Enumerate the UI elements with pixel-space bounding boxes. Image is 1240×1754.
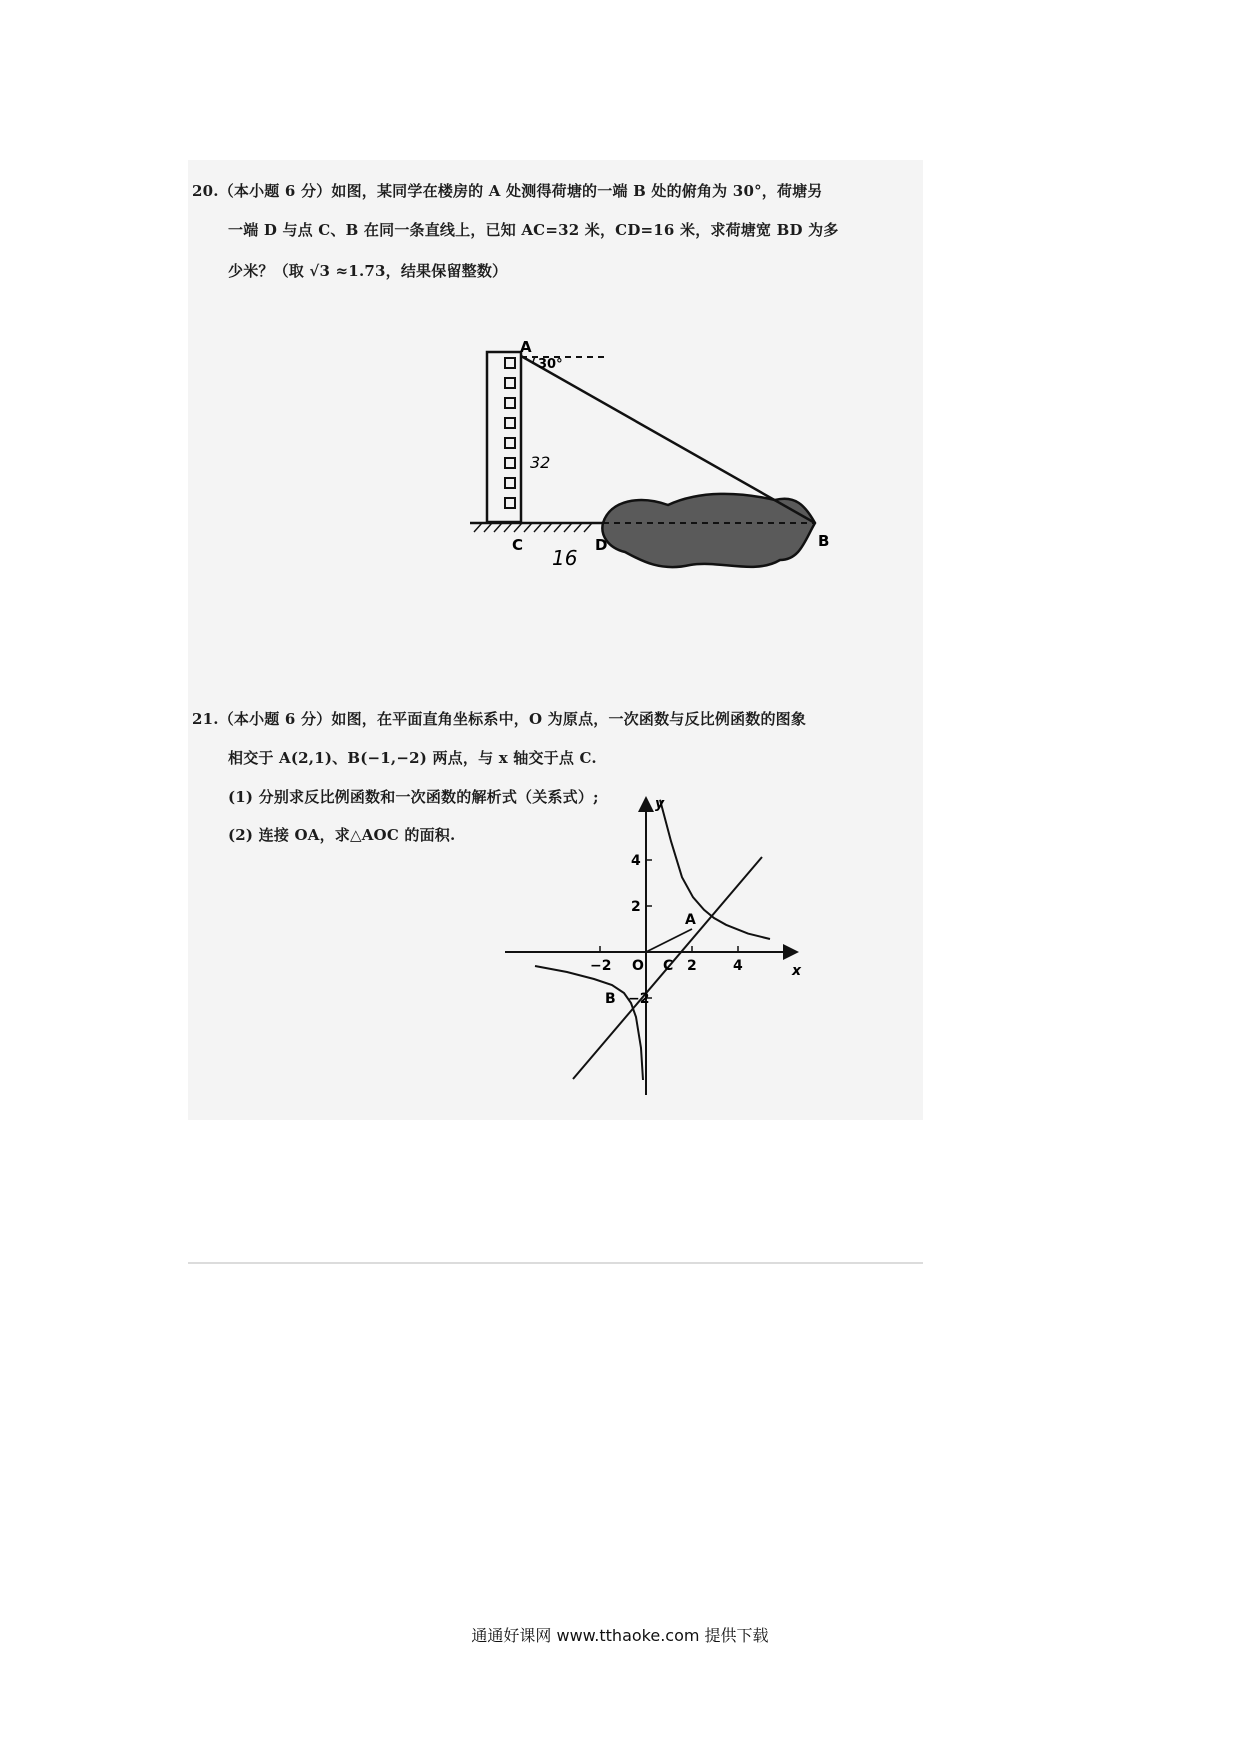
page-divider (188, 1262, 923, 1264)
handwritten-32: 32 (530, 453, 551, 472)
label-d: D (595, 536, 608, 554)
tick-label-y-4: 4 (631, 853, 641, 869)
problem-20-line-2: 一端 D 与点 C、B 在同一条直线上，已知 AC=32 米，CD=16 米，求荷塘宽 BD 为多 (228, 221, 839, 239)
axis-label-x: x (792, 963, 802, 979)
problem-21-line-2: 相交于 A(2,1)、B(−1,−2) 两点，与 x 轴交于点 C. (228, 749, 597, 767)
hyperbola-branch-first-quadrant (660, 800, 770, 939)
point-label-b: B (605, 991, 616, 1007)
tick-marks (600, 860, 738, 998)
footer-credit: 通通好课网 www.tthaoke.com 提供下载 (471, 1626, 769, 1645)
point-label-a: A (685, 912, 696, 928)
tick-label-x-2: 2 (687, 958, 697, 974)
problem-21-part-1: (1) 分别求反比例函数和一次函数的解析式（关系式）; (228, 788, 599, 806)
origin-label: O (632, 958, 644, 974)
tick-label-x-neg2: −2 (590, 958, 612, 974)
handwritten-16: 16 (552, 546, 578, 570)
label-b: B (818, 532, 830, 550)
axis-label-y: y (655, 796, 665, 812)
sight-line-ab (521, 356, 815, 523)
problem-20-line-3: 少米？（取 √3 ≈1.73，结果保留整数） (228, 262, 508, 280)
hyperbola-branch-third-quadrant (535, 966, 643, 1080)
tick-label-x-4: 4 (733, 958, 743, 974)
tick-label-y-neg2: −2 (628, 991, 650, 1007)
problem-21-line-1: 21.（本小题 6 分）如图，在平面直角坐标系中，O 为原点，一次函数与反比例函数的图象 (192, 710, 807, 728)
building-windows (505, 358, 515, 508)
point-label-c: C (663, 958, 674, 974)
angle-label: 30° (538, 357, 563, 372)
problem-20-line-1: 20.（本小题 6 分）如图，某同学在楼房的 A 处测得荷塘的一端 B 处的俯角为 30°，荷塘另 (192, 182, 823, 200)
problem-21-part-2: (2) 连接 OA，求△AOC 的面积. (228, 826, 456, 844)
ground-hatching (474, 523, 592, 532)
building-pond-figure (460, 330, 860, 590)
coordinate-graph (495, 790, 815, 1105)
tick-label-y-2: 2 (631, 899, 641, 915)
label-a: A (520, 338, 532, 356)
label-c: C (512, 536, 524, 554)
